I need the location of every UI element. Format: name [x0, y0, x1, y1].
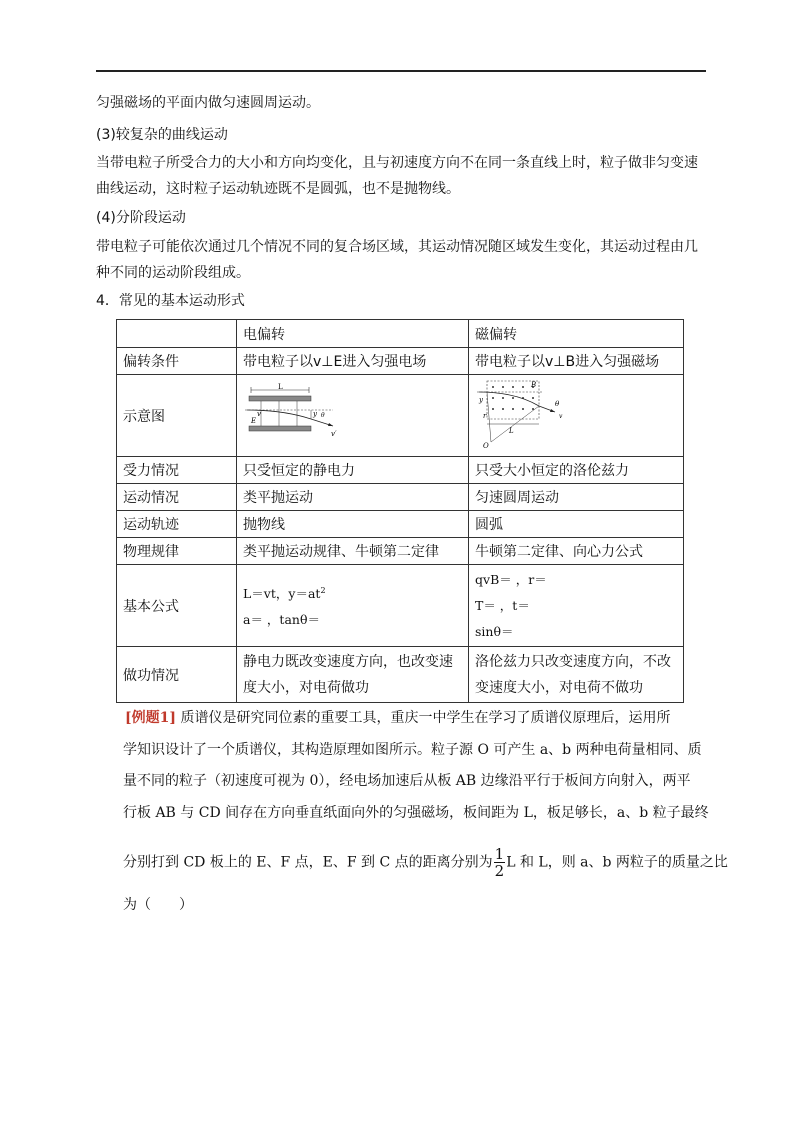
- example-line-6: 为（ ）: [123, 897, 193, 913]
- table-caption: 4．常见的基本运动形式: [96, 293, 245, 309]
- label-L: L: [278, 382, 283, 391]
- cell-magnetic: 只受大小恒定的洛伦兹力: [469, 457, 684, 484]
- table-row-motion: [117, 484, 684, 511]
- intro-line-7: 种不同的运动阶段组成。: [96, 265, 250, 281]
- intro-line-3: 当带电粒子所受合力的大小和方向均变化，且与初速度方向不在同一条直线上时，粒子做非匀变速: [96, 155, 698, 171]
- table-row-formula: [117, 565, 684, 647]
- label-theta: θ: [555, 399, 560, 408]
- fraction-one-half: $\frac{1}{2}$: [494, 845, 505, 880]
- row-label: 偏转条件: [117, 348, 237, 375]
- intro-line-6: 带电粒子可能依次通过几个情况不同的复合场区域，其运动情况随区域发生变化，其运动过程由几: [96, 239, 698, 255]
- row-label: 做功情况: [117, 647, 237, 703]
- label-theta: θ: [321, 411, 325, 419]
- table-row-condition: [117, 348, 684, 375]
- row-label: 物理规律: [117, 538, 237, 565]
- section-heading-3: (3)较复杂的曲线运动: [96, 127, 228, 143]
- table-row-force: [117, 457, 684, 484]
- label-L: L: [509, 426, 514, 435]
- row-label: 运动情况: [117, 484, 237, 511]
- intro-line-4: 曲线运动，这时粒子运动轨迹既不是圆弧，也不是抛物线。: [96, 181, 460, 197]
- cell-magnetic-diagram: [469, 375, 684, 457]
- table-row-diagram: [117, 375, 684, 457]
- example-tag: [例题1]: [125, 710, 176, 726]
- example-line-3: 量不同的粒子（初速度可视为 0），经电场加速后从板 AB 边缘沿平行于板间方向射入，两平: [123, 773, 691, 789]
- section-heading-4: (4)分阶段运动: [96, 210, 186, 226]
- formula-line: T＝ ，t＝: [475, 597, 530, 613]
- cell-magnetic: 圆弧: [469, 511, 684, 538]
- motion-comparison-table: [116, 319, 684, 703]
- intro-line-1: 匀强磁场的平面内做匀速圆周运动。: [96, 95, 320, 111]
- example-line-2: 学知识设计了一个质谱仪，其构造原理如图所示。粒子源 O 可产生 a、b 两种电荷量相同、质: [123, 742, 702, 758]
- row-label: 基本公式: [117, 565, 237, 647]
- cell-electric: 类平抛运动: [237, 484, 469, 511]
- cell-electric-diagram: [237, 375, 469, 457]
- cell-magnetic: 带电粒子以v⊥B进入匀强磁场: [469, 348, 684, 375]
- example-line-5: 分别打到 CD 板上的 E、F 点，E、F 到 C 点的距离分别为 $\frac{1}{2}$ L 和 L，则 a、b 两粒子的质量之比: [123, 845, 728, 880]
- table-row-law: [117, 538, 684, 565]
- table-header-row: [117, 320, 684, 348]
- header-cell-electric: 电偏转: [237, 320, 469, 348]
- cell-electric: 带电粒子以v⊥E进入匀强电场: [237, 348, 469, 375]
- label-B: B: [531, 380, 537, 389]
- cell-electric: 抛物线: [237, 511, 469, 538]
- table-row-trajectory: [117, 511, 684, 538]
- electric-deflection-diagram: [243, 382, 343, 446]
- formula-line: L＝vt，$y=at^2$: [243, 585, 326, 602]
- label-E: E: [251, 416, 257, 425]
- cell-electric-formula: [237, 565, 469, 647]
- formula-line: a＝ ，tanθ＝: [243, 612, 320, 628]
- label-r: r: [483, 411, 487, 420]
- cell-magnetic: 牛顿第二定律、向心力公式: [469, 538, 684, 565]
- label-v: v: [559, 412, 563, 420]
- cell-magnetic: 洛伦兹力只改变速度方向，不改变速度大小，对电荷不做功: [469, 647, 684, 703]
- label-v-prime: v′: [331, 429, 337, 438]
- label-O: O: [483, 441, 489, 450]
- cell-electric: 静电力既改变速度方向，也改变速度大小，对电荷做功: [237, 647, 469, 703]
- formula-line: sinθ＝: [475, 623, 514, 639]
- cell-electric: 只受恒定的静电力: [237, 457, 469, 484]
- magnetic-deflection-diagram: [475, 378, 575, 450]
- cell-electric: 类平抛运动规律、牛顿第二定律: [237, 538, 469, 565]
- row-label: 示意图: [117, 375, 237, 457]
- header-rule: [96, 70, 706, 72]
- row-label: 受力情况: [117, 457, 237, 484]
- formula-line: qvB＝ ，r＝: [475, 571, 547, 587]
- formula-superscript: 2: [320, 585, 326, 595]
- header-cell-empty: [117, 320, 237, 348]
- label-v: v: [257, 409, 261, 418]
- header-cell-magnetic: 磁偏转: [469, 320, 684, 348]
- row-label: 运动轨迹: [117, 511, 237, 538]
- label-y: y: [313, 409, 317, 418]
- label-y: y: [479, 395, 483, 404]
- example-line-4: 行板 AB 与 CD 间存在方向垂直纸面向外的匀强磁场，板间距为 L，板足够长，a、b 粒子最终: [123, 805, 709, 821]
- example-line-1: [例题1] 质谱仪是研究同位素的重要工具，重庆一中学生在学习了质谱仪原理后，运用所: [125, 710, 671, 726]
- cell-magnetic: 匀速圆周运动: [469, 484, 684, 511]
- table-row-work: [117, 647, 684, 703]
- cell-magnetic-formula: [469, 565, 684, 647]
